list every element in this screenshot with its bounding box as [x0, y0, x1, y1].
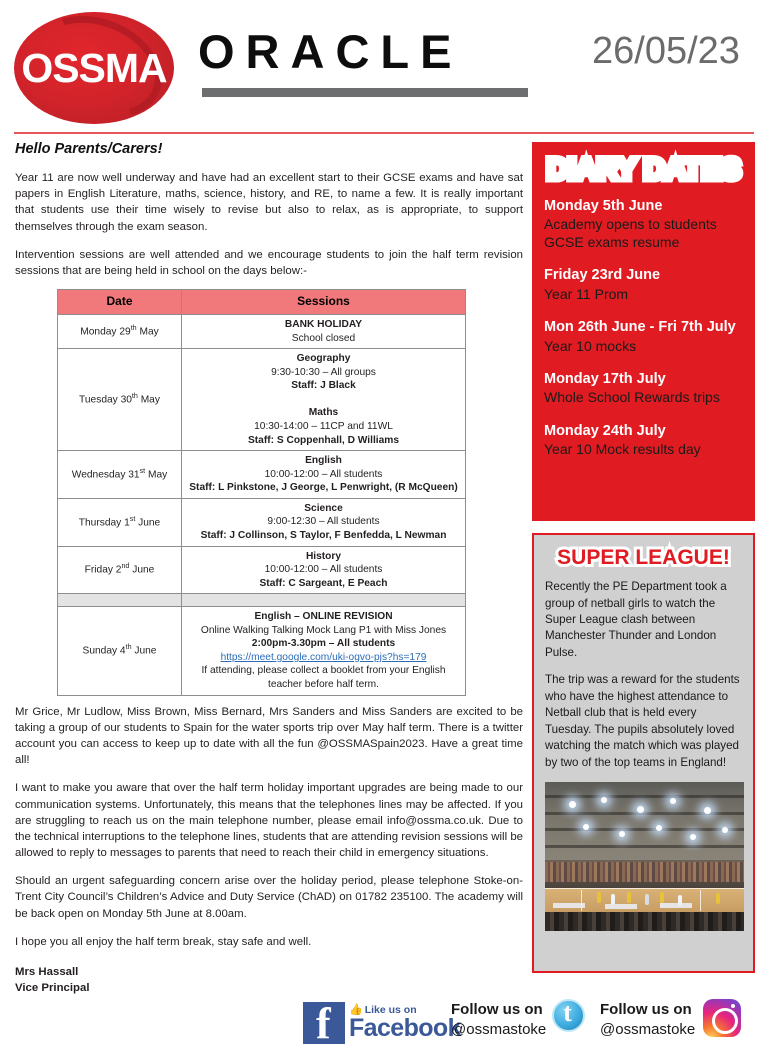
twitter-label: Follow us on [451, 1001, 543, 1018]
session-spacer [185, 393, 462, 407]
header-divider [14, 132, 754, 134]
photo-court-line [545, 888, 744, 889]
masthead [0, 0, 768, 128]
facebook-text-block [349, 1005, 461, 1041]
photo-arena-light [583, 824, 589, 830]
photo-arena-light [619, 831, 625, 837]
session-line: History [305, 550, 342, 562]
cell-sessions [182, 498, 466, 546]
photo-player [627, 892, 631, 903]
session-line: School closed [291, 332, 356, 344]
letter-column [15, 141, 523, 996]
twitter-text-block [451, 1000, 546, 1041]
instagram-link[interactable] [600, 1000, 741, 1041]
session-line: Science [304, 502, 343, 514]
diary-entry-desc: Year 11 Prom [544, 285, 629, 302]
session-line: Staff: C Sargeant, E Peach [259, 577, 388, 589]
super-league-panel [532, 533, 755, 973]
super-league-paragraph: The trip was a reward for the students who have the highest attendance to Netball club that is held every Tuesday. The pupils absolutely loved watching the match which was played by two of the top teams in England! [545, 673, 740, 769]
session-line: Online Walking Talking Mock Lang P1 with Miss Jones [200, 624, 447, 636]
photo-advert-board [605, 904, 637, 909]
table-header-row [58, 290, 466, 315]
session-line: 10:30-14:00 – 11CP and 11WL [254, 421, 393, 433]
online-revision-link[interactable]: https://meet.google.com/uki-ogvo-pjs?hs=179 [220, 651, 427, 663]
diary-entry [544, 318, 743, 355]
photo-player [645, 894, 649, 905]
publication-title-block [198, 25, 548, 97]
letter-paragraph: I hope you all enjoy the half term break, stay safe and well. [15, 935, 312, 948]
cell-date: Tuesday 30th May [58, 349, 182, 451]
photo-ceiling [545, 782, 744, 859]
diary-entry-desc: Year 10 Mock results day [544, 441, 701, 458]
session-line: 10:00-12:00 – All students [264, 564, 383, 576]
diary-entry-date: Friday 23rd June [544, 267, 661, 284]
photo-player [716, 893, 720, 904]
diary-dates-panel [532, 142, 755, 521]
photo-truss [545, 828, 744, 831]
table-row [58, 546, 466, 594]
spacer-cell [58, 594, 182, 607]
letter-paragraph: Should an urgent safeguarding concern arise over the holiday period, please telephone Stoke-on-Trent City Council’s Children’s Advice and Duty Service (ChAD) on 01782 235100. The academy will be back open on Monday 5th June at 8.00am. [15, 875, 523, 920]
column-header-sessions: Sessions [182, 290, 466, 315]
facebook-wordmark: Facebook [349, 1014, 461, 1042]
session-line: 9:00-12:30 – All students [267, 516, 380, 528]
diary-entry [544, 266, 743, 303]
logo-text: OSSMA [21, 44, 167, 91]
session-line: Staff: J Black [291, 380, 356, 392]
cell-date: Friday 2nd June [58, 546, 182, 594]
photo-truss [545, 845, 744, 848]
photo-advert-board [660, 903, 692, 908]
photo-court-line [700, 890, 701, 910]
thumbs-up-icon: 👍 [349, 1004, 363, 1016]
instagram-handle: @ossmastoke [600, 1021, 696, 1039]
cell-date: Sunday 4th June [58, 607, 182, 695]
instagram-text-block [600, 1000, 695, 1041]
session-line: If attending, please collect a booklet from your English [201, 665, 446, 677]
diary-entry-desc: GCSE exams resume [544, 234, 680, 251]
twitter-link[interactable] [451, 1000, 585, 1041]
publication-title: ORACLE [198, 25, 463, 78]
revision-timetable [57, 289, 466, 695]
diary-entry [544, 197, 743, 252]
issue-date: 26/05/23 [592, 30, 740, 72]
diary-entry [544, 422, 743, 459]
diary-entry-desc: Year 10 mocks [544, 337, 637, 354]
letter-paragraph: I want to make you aware that over the half term holiday important upgrades are being made to our communication systems. Unfortunately, this means that the telephones lines may be affected. If you are struggling to reach us on the main telephone number, please email info@ossma.co.uk. Due to the technical interruptions to the telephone lines, students that are attending revision sessions will be allowed to reply to messages to parents that need to reach their child in emergency situations. [15, 782, 523, 860]
social-footer [303, 996, 763, 1052]
photo-advert-board [553, 903, 585, 908]
photo-crowd [545, 862, 744, 881]
cell-sessions [182, 451, 466, 499]
letter-paragraph: Mr Grice, Mr Ludlow, Miss Brown, Miss Bernard, Mrs Sanders and Miss Sanders are excited to be taking a group of our students to Spain for the water sports trip over May half term. There is a twitter account you can access to keep up to date with all the fun @OSSMASpain2023. Have a great time all! [15, 705, 523, 767]
letter-paragraph: Year 11 are now well underway and have had an excellent start to their GCSE exams and have sat papers in English Literature, maths, science, history, and RE, to name a few. It is really important that students use their time wisely to revise but also to relax, as is appropriate, to support themselves through the exam season. [15, 172, 523, 233]
session-line: Staff: L Pinkstone, J George, L Penwright, (R McQueen) [189, 482, 458, 494]
diary-entry-date: Monday 17th July [544, 370, 666, 387]
facebook-like-label: 👍 Like us on [349, 1004, 417, 1017]
twitter-handle: @ossmastoke [451, 1021, 547, 1039]
cell-date: Thursday 1st June [58, 498, 182, 546]
cell-sessions [182, 607, 466, 695]
session-line: Staff: S Coppenhall, D Williams [247, 434, 400, 446]
cell-sessions [182, 315, 466, 349]
photo-arena-light [722, 827, 728, 833]
diary-dates-title: DIARY DATES [546, 153, 741, 186]
super-league-title: SUPER LEAGUE! [557, 546, 730, 569]
diary-entry [544, 370, 743, 407]
photo-player [597, 892, 601, 903]
table-row [58, 349, 466, 451]
signature-block [15, 964, 523, 996]
diary-entry-desc: Whole School Rewards trips [544, 389, 720, 406]
photo-truss [545, 795, 744, 798]
super-league-paragraph: Recently the PE Department took a group of netball girls to watch the Super League clash between Manchester Thunder and London Pulse. [545, 580, 727, 659]
cell-sessions [182, 546, 466, 594]
session-line: 10:00-12:00 – All students [264, 468, 383, 480]
photo-arena-light [637, 806, 644, 813]
table-row [58, 498, 466, 546]
twitter-icon [552, 999, 585, 1032]
ossma-logo [14, 12, 178, 124]
facebook-link[interactable] [303, 1002, 461, 1044]
signature-name: Mrs Hassall [15, 966, 79, 979]
cell-sessions [182, 349, 466, 451]
diary-entry-desc: Academy opens to students [544, 216, 717, 233]
letter-paragraph: Intervention sessions are well attended and we encourage students to join the half term revision sessions that are being held in school on the days below:- [15, 248, 523, 277]
instagram-icon [703, 999, 741, 1037]
session-line: 2:00pm-3.30pm – All students [251, 638, 396, 650]
greeting-heading: Hello Parents/Carers! [15, 141, 163, 157]
diary-entry-date: Mon 26th June - Fri 7th July [544, 319, 736, 336]
column-header-date: Date [58, 290, 182, 315]
session-line: BANK HOLIDAY [284, 319, 363, 331]
table-row [58, 315, 466, 349]
table-row [58, 607, 466, 695]
publication-underline [202, 88, 528, 97]
photo-player [660, 892, 664, 903]
session-line: teacher before half term. [268, 679, 379, 691]
photo-foreground-crowd [545, 912, 744, 931]
signature-role: Vice Principal [15, 982, 90, 995]
photo-arena-light [601, 797, 607, 803]
session-line: Staff: J Collinson, S Taylor, F Benfedda, L Newman [200, 529, 447, 541]
spacer-cell [182, 594, 466, 607]
netball-match-photo [545, 782, 744, 931]
session-line: English [305, 455, 342, 467]
photo-court [545, 888, 744, 913]
facebook-icon [303, 1002, 345, 1044]
diary-entry-date: Monday 5th June [544, 197, 663, 214]
instagram-label: Follow us on [600, 1001, 692, 1018]
session-line: 9:30-10:30 – All groups [271, 366, 376, 378]
cell-date: Wednesday 31st May [58, 451, 182, 499]
table-spacer-row [58, 594, 466, 607]
table-row [58, 451, 466, 499]
session-line: Maths [308, 407, 339, 419]
diary-entry-date: Monday 24th July [544, 422, 666, 439]
session-line: Geography [296, 353, 351, 365]
cell-date: Monday 29th May [58, 315, 182, 349]
photo-truss [545, 812, 744, 815]
session-line: English – ONLINE REVISION [254, 611, 393, 623]
